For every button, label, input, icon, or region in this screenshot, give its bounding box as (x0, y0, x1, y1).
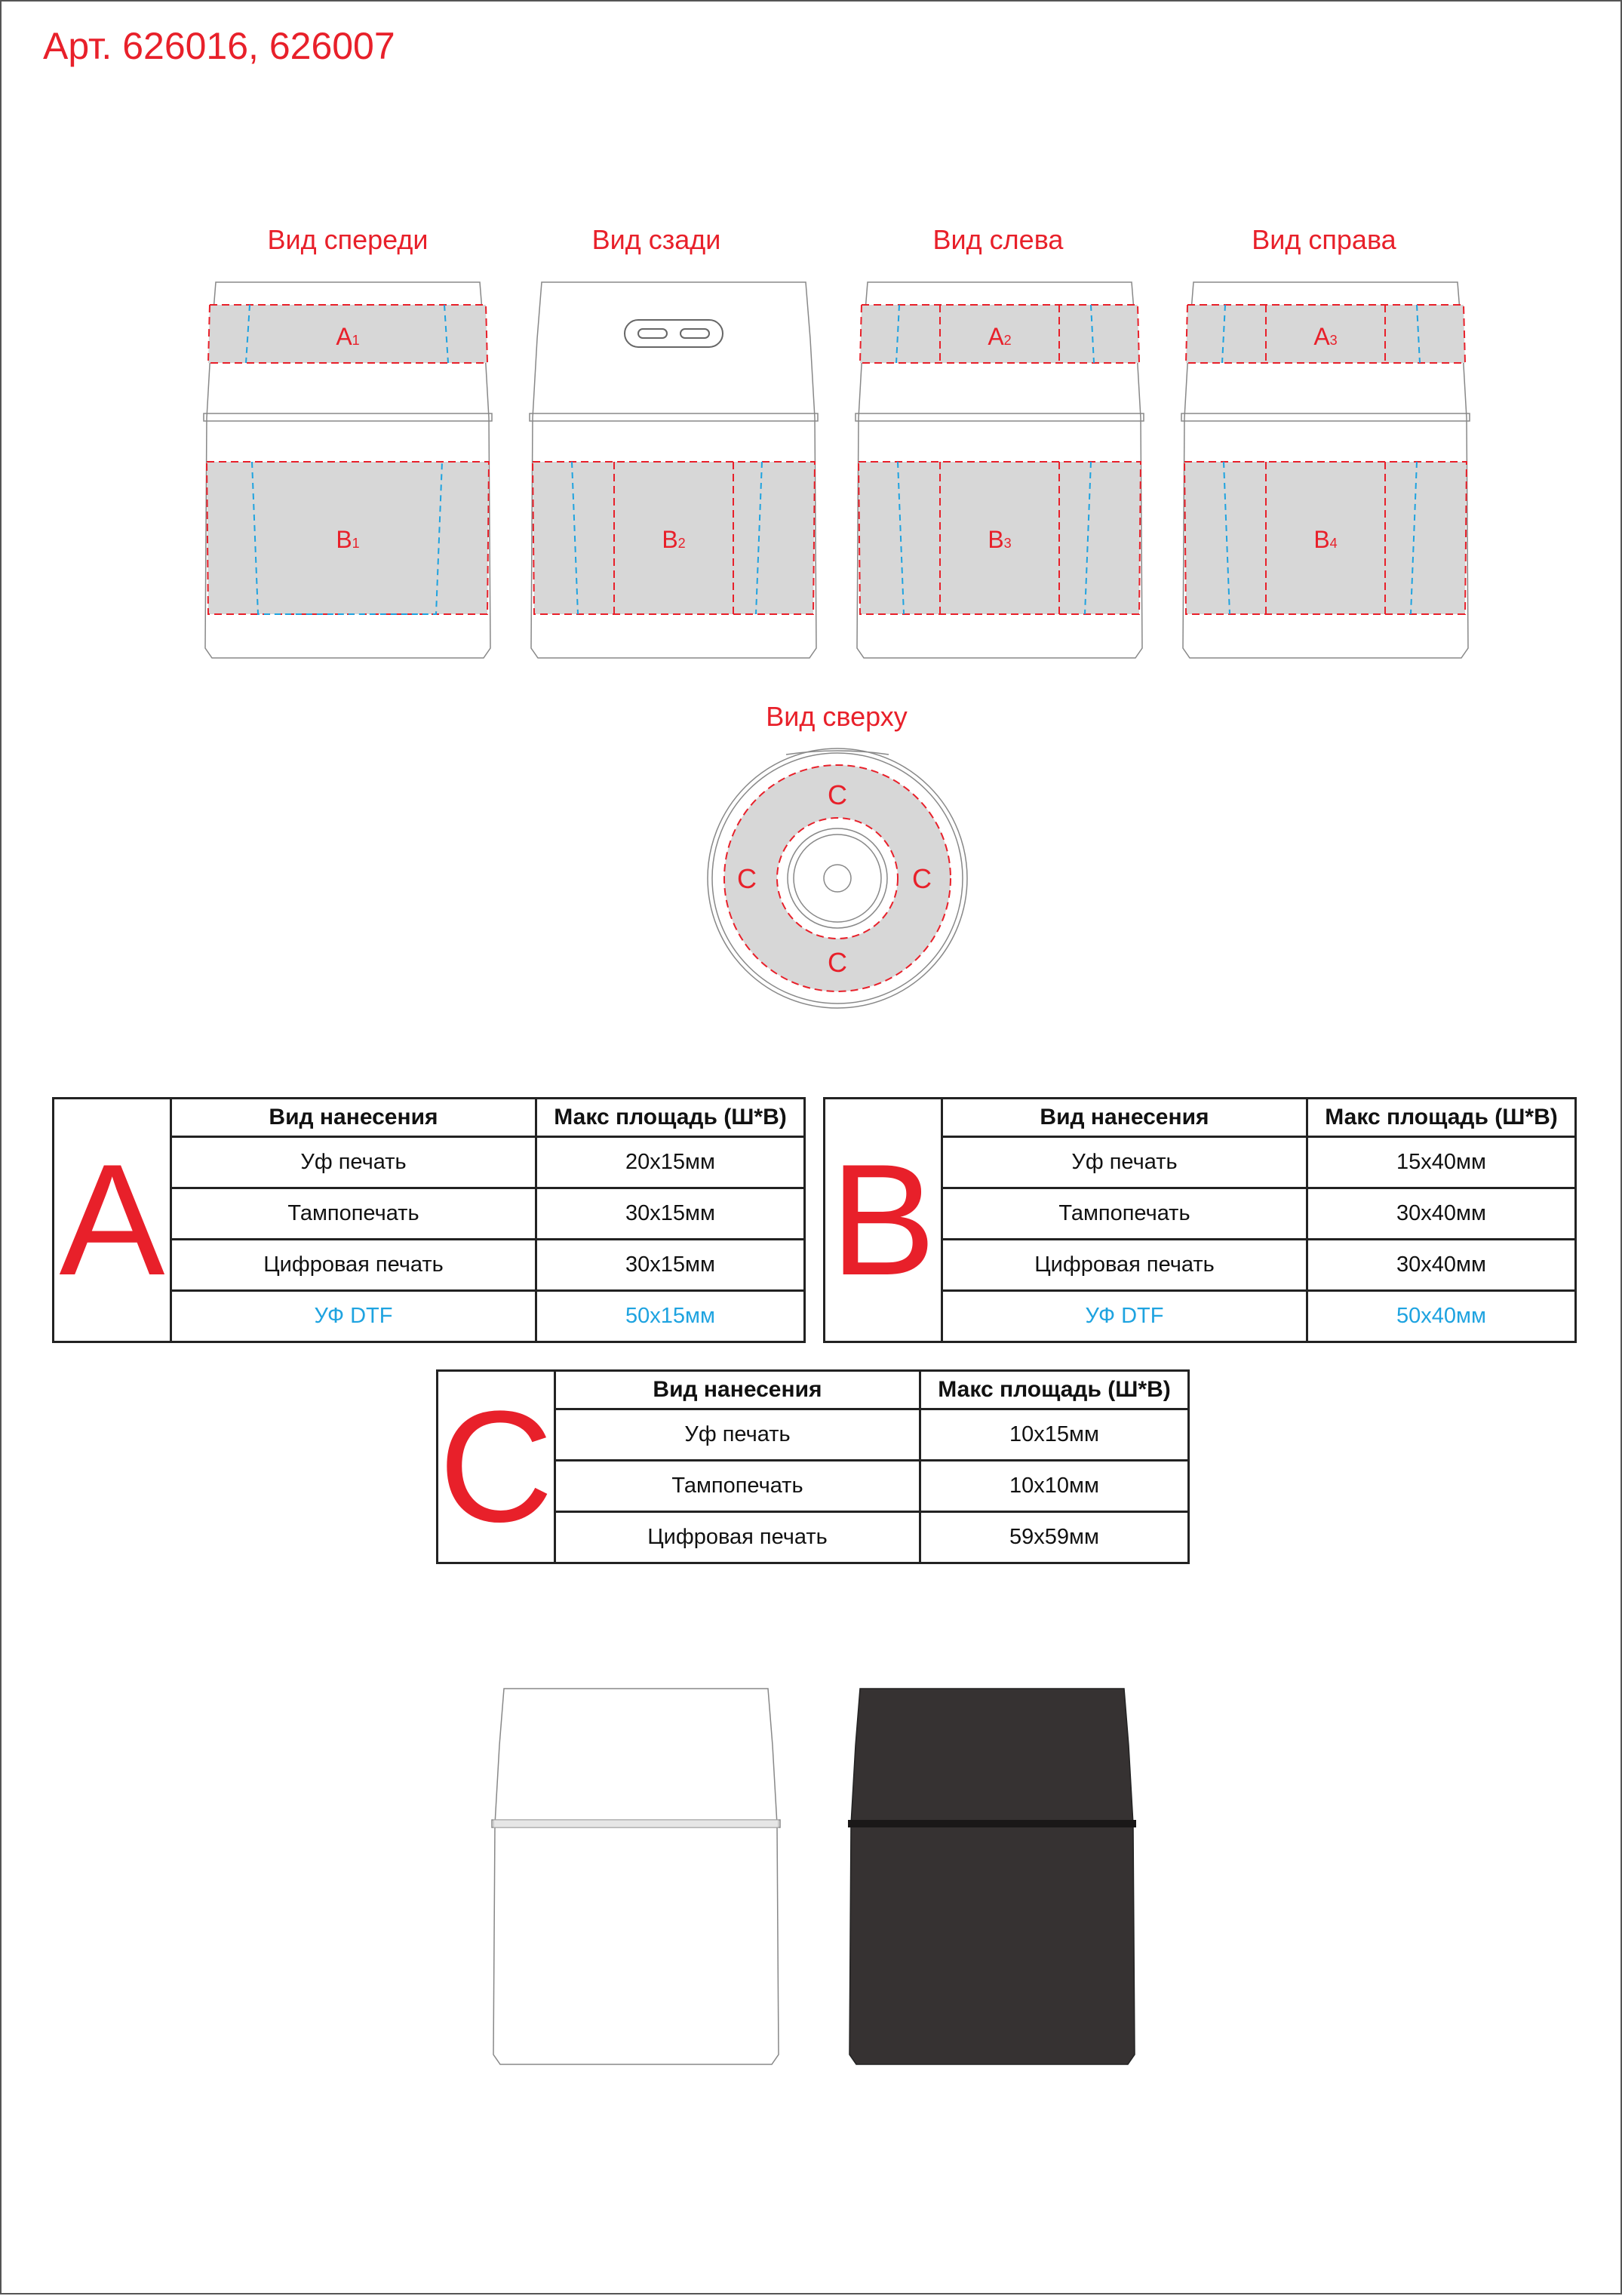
method-cell: Уф печать (555, 1409, 920, 1461)
view-label-left: Вид слева (932, 224, 1064, 255)
zone-label-b2: B (662, 526, 678, 553)
view-label-right: Вид справа (1252, 224, 1396, 255)
svg-text:B4: B4 (1313, 526, 1338, 553)
svg-text:B3: B3 (988, 526, 1012, 553)
product-black (848, 1689, 1136, 2064)
svg-text:A2: A2 (988, 323, 1012, 350)
method-cell: УФ DTF (171, 1291, 536, 1342)
zone-label-c-right: C (912, 863, 932, 894)
zone-label-a3: A (1313, 323, 1330, 350)
area-cell: 20х15мм (536, 1137, 805, 1188)
zone-letter-c: C (438, 1371, 555, 1563)
zone-label-b1: B (336, 526, 352, 553)
header-method: Вид нанесения (942, 1099, 1307, 1137)
method-cell: Цифровая печать (171, 1240, 536, 1291)
svg-text:A1: A1 (336, 323, 360, 350)
area-cell: 10х15мм (920, 1409, 1189, 1461)
print-table-a (52, 1097, 806, 1343)
area-cell: 30х40мм (1307, 1188, 1576, 1240)
top-view (708, 748, 967, 1008)
header-method: Вид нанесения (555, 1371, 920, 1409)
method-cell: Уф печать (171, 1137, 536, 1188)
header-max-area: Макс площадь (Ш*В) (1307, 1099, 1576, 1137)
view-label-front: Вид спереди (267, 224, 429, 255)
zone-label-c-left: C (737, 863, 757, 894)
area-cell: 50х15мм (536, 1291, 805, 1342)
method-cell: Тампопечать (171, 1188, 536, 1240)
svg-text:B2: B2 (662, 526, 686, 553)
view-label-top: Вид сверху (766, 701, 908, 732)
left-view (856, 282, 1144, 658)
area-cell: 15х40мм (1307, 1137, 1576, 1188)
header-max-area: Макс площадь (Ш*В) (536, 1099, 805, 1137)
method-cell: Тампопечать (942, 1188, 1307, 1240)
right-view (1181, 282, 1470, 658)
zone-label-a2: A (988, 323, 1004, 350)
back-view (530, 282, 818, 658)
header-max-area: Макс площадь (Ш*В) (920, 1371, 1189, 1409)
article-title: Арт. 626016, 626007 (43, 25, 395, 67)
area-cell: 50х40мм (1307, 1291, 1576, 1342)
zone-label-c-top: C (828, 779, 847, 810)
view-label-back: Вид сзади (591, 224, 721, 255)
svg-text:A3: A3 (1313, 323, 1338, 350)
print-table-b (823, 1097, 1577, 1343)
zone-label-b4: B (1313, 526, 1330, 553)
method-cell: УФ DTF (942, 1291, 1307, 1342)
zone-label-c-bottom: C (828, 947, 847, 978)
area-cell: 30х40мм (1307, 1240, 1576, 1291)
area-cell: 10х10мм (920, 1461, 1189, 1512)
header-method: Вид нанесения (171, 1099, 536, 1137)
area-cell: 30х15мм (536, 1240, 805, 1291)
front-view (204, 282, 492, 658)
zone-letter-b: B (825, 1099, 942, 1342)
method-cell: Цифровая печать (555, 1512, 920, 1563)
print-table-c (436, 1369, 1190, 1564)
method-cell: Цифровая печать (942, 1240, 1307, 1291)
product-white (492, 1689, 780, 2064)
zone-label-b3: B (988, 526, 1004, 553)
area-cell: 30х15мм (536, 1188, 805, 1240)
zone-letter-a: A (54, 1099, 171, 1342)
zone-label-a1: A (336, 323, 352, 350)
method-cell: Тампопечать (555, 1461, 920, 1512)
area-cell: 59х59мм (920, 1512, 1189, 1563)
svg-text:B1: B1 (336, 526, 360, 553)
method-cell: Уф печать (942, 1137, 1307, 1188)
